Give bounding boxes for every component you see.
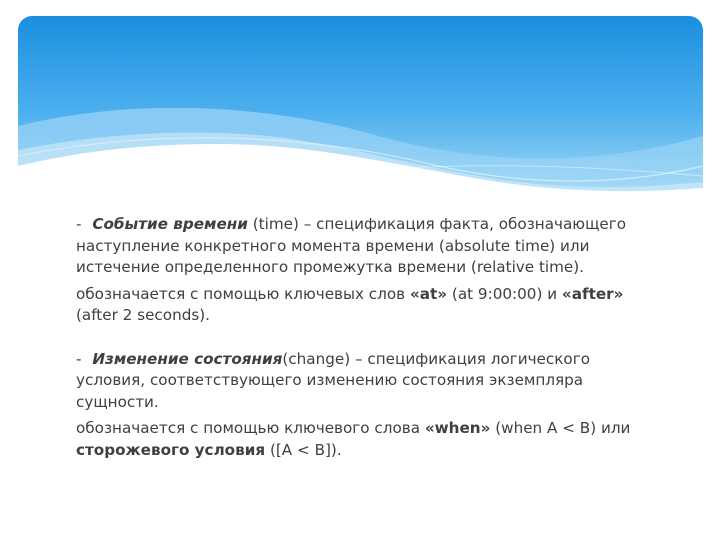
definition-text: (change) – спецификация логического условия, соответствующего изменению состояния экземпляра сущности.: [76, 349, 590, 411]
definition-text: (time) – спецификация факта, обозначающего наступление конкретного момента времени (absolute time) или истечение определенного промежутка времени (relative time).: [76, 215, 627, 276]
event-time-definition: [76, 214, 656, 279]
bullet-dash: -: [76, 215, 82, 233]
state-change-definition: [76, 349, 656, 414]
notation-text: обозначается с помощью ключевых слов: [76, 284, 410, 303]
slide-body: [76, 214, 656, 466]
notation-text: обозначается с помощью ключевого слова: [76, 419, 425, 437]
sky-wave-graphic: [18, 16, 703, 198]
notation-text: (when A < B) или: [490, 419, 631, 437]
event-time-notation: [76, 284, 656, 327]
keyword-guard-condition: сторожевого условия: [76, 440, 266, 459]
keyword-at: «at»: [409, 284, 448, 303]
header-banner: [18, 16, 703, 198]
notation-text: ([A < B]).: [265, 440, 342, 459]
term-time-event: Событие времени: [92, 215, 248, 233]
state-change-notation: [76, 418, 656, 461]
term-state-change: Изменение состояния: [92, 349, 283, 368]
keyword-when: «when»: [424, 419, 491, 437]
keyword-after: «after»: [561, 284, 624, 303]
notation-text: (at 9:00:00) и: [447, 284, 562, 303]
notation-text: (after 2 seconds).: [76, 306, 211, 324]
bullet-dash: -: [76, 349, 82, 368]
